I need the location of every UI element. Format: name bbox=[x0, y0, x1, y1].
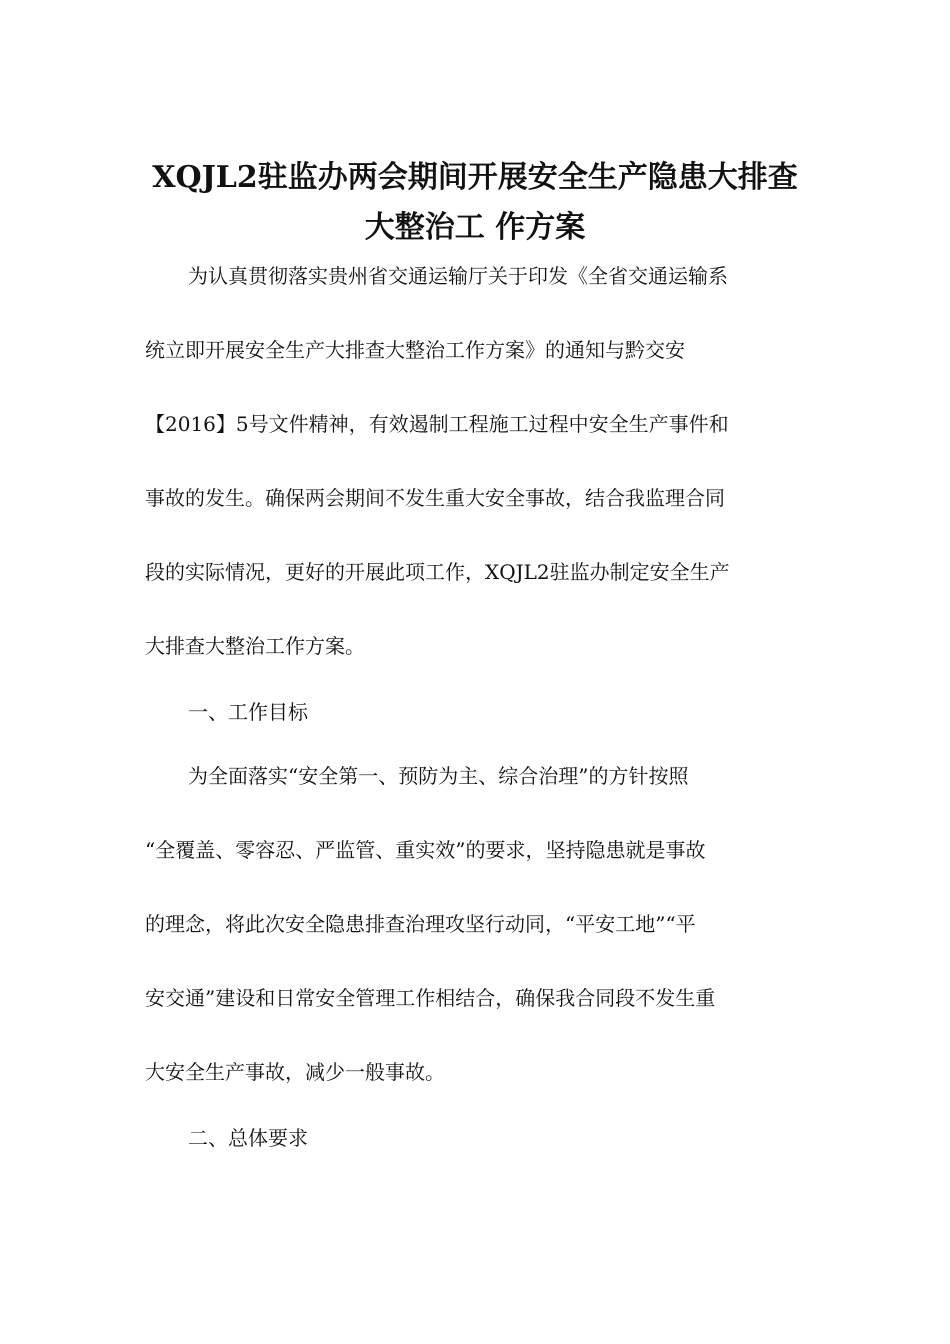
document-title-line-2: 大整治工 作方案 bbox=[364, 210, 586, 245]
section-heading-requirements: 二、总体要求 bbox=[188, 1126, 308, 1150]
document-title-line-1: XQJL2驻监办两会期间开展安全生产隐患大排查 bbox=[152, 160, 798, 195]
paragraph-1-line-4: 事故的发生。确保两会期间不发生重大安全事故，结合我监理合同 bbox=[145, 486, 725, 510]
section-heading-goals: 一、工作目标 bbox=[188, 700, 308, 724]
paragraph-2-line-2: “全覆盖、零容忍、严监管、重实效”的要求，坚持隐患就是事故 bbox=[145, 838, 706, 862]
paragraph-1-line-5: 段的实际情况，更好的开展此项工作，XQJL2驻监办制定安全生产 bbox=[145, 560, 730, 584]
paragraph-1-line-1: 为认真贯彻落实贵州省交通运输厅关于印发《全省交通运输系 bbox=[188, 264, 728, 288]
paragraph-2-line-1: 为全面落实“安全第一、预防为主、综合治理”的方针按照 bbox=[188, 764, 689, 788]
paragraph-2-line-4: 安交通”建设和日常安全管理工作相结合，确保我合同段不发生重 bbox=[145, 986, 716, 1010]
paragraph-1-line-3: 【2016】5号文件精神，有效遏制工程施工过程中安全生产事件和 bbox=[145, 412, 729, 436]
paragraph-1-line-2: 统立即开展安全生产大排查大整治工作方案》的通知与黔交安 bbox=[145, 338, 685, 362]
paragraph-2-line-3: 的理念，将此次安全隐患排查治理攻坚行动同，“平安工地”“平 bbox=[145, 912, 696, 936]
paragraph-2-line-5: 大安全生产事故，减少一般事故。 bbox=[145, 1060, 445, 1084]
paragraph-1-line-6: 大排查大整治工作方案。 bbox=[145, 634, 365, 658]
